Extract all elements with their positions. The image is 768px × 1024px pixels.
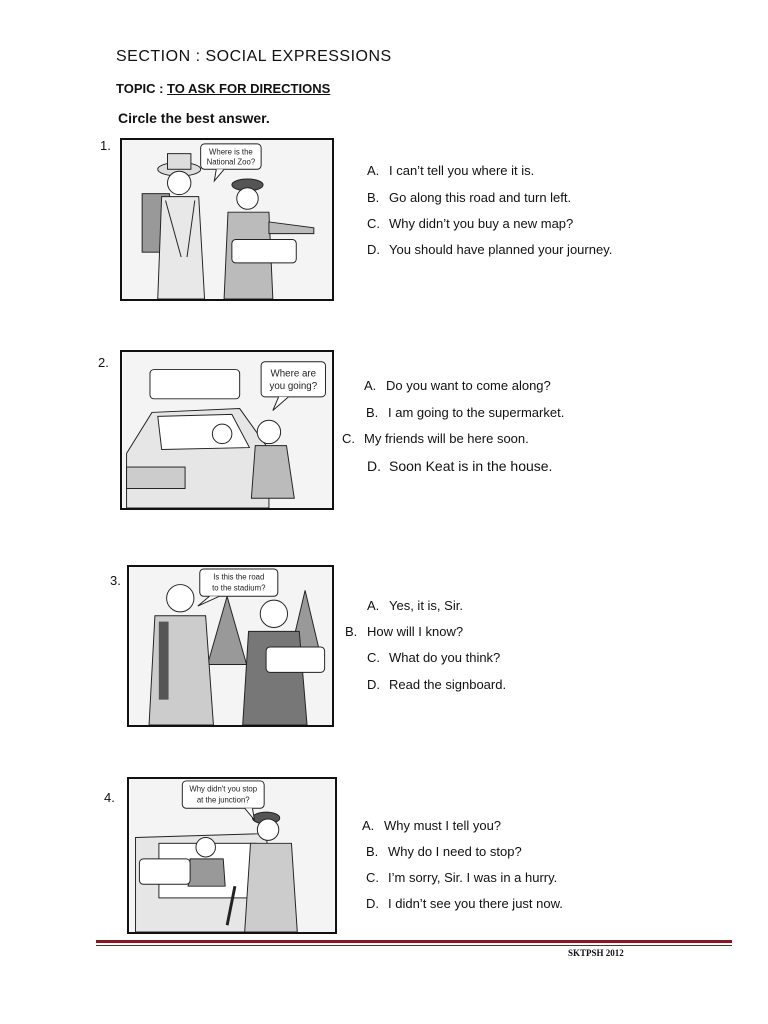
question-3-number: 3.	[110, 573, 121, 588]
topic-line	[116, 81, 330, 96]
question-4-option-a[interactable]: A. Why must I tell you?	[362, 818, 502, 833]
question-2-number: 2.	[98, 355, 109, 370]
question-2-option-c[interactable]: C. My friends will be here soon.	[342, 431, 529, 446]
question-3-bubble-line-1: Is this the road	[213, 572, 265, 582]
question-2-option-d[interactable]: D. Soon Keat is in the house.	[367, 458, 553, 474]
question-4-illustration	[127, 777, 337, 934]
question-2-option-a[interactable]: A. Do you want to come along?	[364, 378, 551, 393]
question-4-bubble-line-1: Why didn't you stop	[189, 784, 258, 794]
question-2-bubble-line-2: you going?	[269, 381, 318, 393]
question-3-illustration	[127, 565, 334, 727]
question-3-option-d[interactable]: D. Read the signboard.	[367, 677, 507, 692]
question-1-illustration	[120, 138, 334, 301]
question-1-option-a[interactable]: A. I can’t tell you where it is.	[367, 163, 535, 178]
question-3-option-b[interactable]: B. How will I know?	[345, 624, 464, 639]
question-4-number: 4.	[104, 790, 115, 805]
question-2-empty-bubble	[150, 370, 240, 399]
question-4-bubble-line-2: at the junction?	[196, 795, 250, 805]
question-1-option-c[interactable]: C. Why didn’t you buy a new map?	[367, 216, 574, 231]
boy-talking-to-driver-picture	[122, 352, 332, 508]
policeman-stopping-driver-picture	[129, 779, 335, 932]
question-4-empty-bubble	[139, 859, 190, 884]
question-4-option-b[interactable]: B. Why do I need to stop?	[366, 844, 522, 859]
question-1-option-b[interactable]: B. Go along this road and turn left.	[367, 190, 572, 205]
question-4-option-c[interactable]: C. I’m sorry, Sir. I was in a hurry.	[366, 870, 558, 885]
tourist-asking-policeman-picture	[122, 140, 332, 299]
question-1-bubble-line-1: Where is the	[209, 147, 253, 157]
question-1-number: 1.	[100, 138, 111, 153]
footer-label: SKTPSH 2012	[568, 948, 624, 958]
topic-name: TO ASK FOR DIRECTIONS	[167, 81, 331, 96]
question-4-option-d[interactable]: D. I didn’t see you there just now.	[366, 896, 563, 911]
question-2-option-b[interactable]: B. I am going to the supermarket.	[366, 405, 565, 420]
question-2-bubble-line-1: Where are	[270, 368, 317, 380]
question-1-empty-bubble	[232, 239, 296, 262]
question-3-option-c[interactable]: C. What do you think?	[367, 650, 501, 665]
question-3-empty-bubble	[266, 647, 325, 672]
footer-rule-thin	[96, 945, 732, 946]
question-3-option-a[interactable]: A. Yes, it is, Sir.	[367, 598, 463, 613]
section-title: SECTION : SOCIAL EXPRESSIONS	[116, 48, 392, 65]
question-1-option-d[interactable]: D. You should have planned your journey.	[367, 242, 613, 257]
topic-prefix: TOPIC :	[116, 81, 168, 96]
two-men-road-to-stadium-picture	[129, 567, 332, 725]
question-2-illustration	[120, 350, 334, 510]
question-3-bubble-line-2: to the stadium?	[212, 583, 266, 593]
footer-rule-thick	[96, 940, 732, 943]
question-1-bubble-line-2: National Zoo?	[206, 157, 256, 167]
instruction: Circle the best answer.	[118, 110, 270, 126]
